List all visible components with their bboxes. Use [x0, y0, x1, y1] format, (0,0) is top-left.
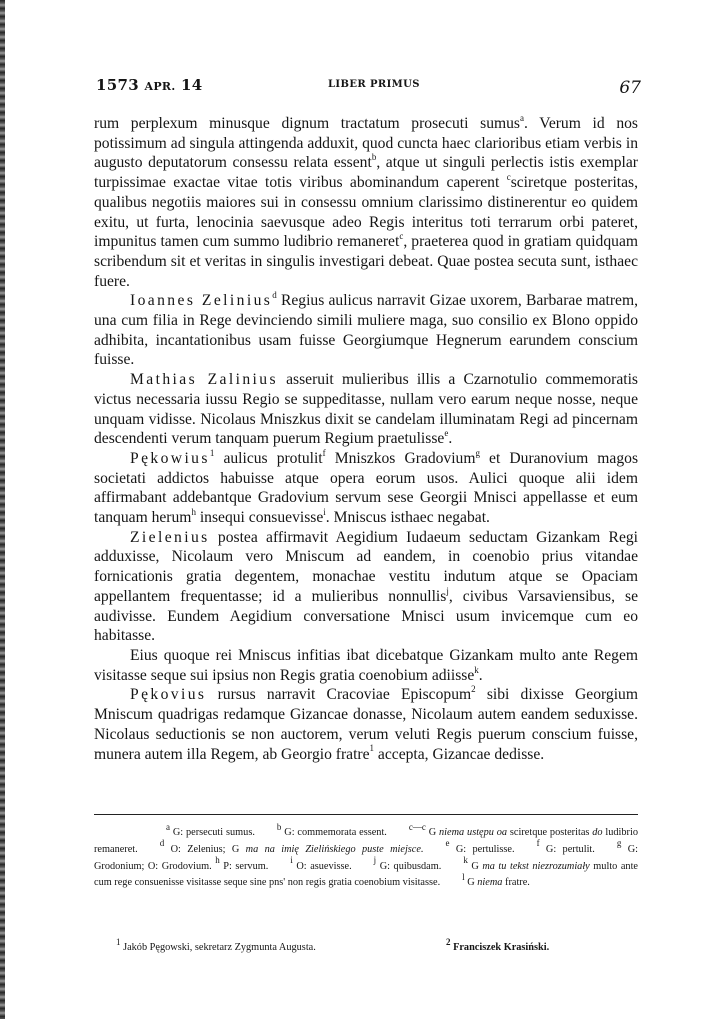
paragraph-7: Pękovius rursus narravit Cracoviae Episcopum$^2$ sibi dixisse Georgium Mniscum quadrigas redamque Gizancae donasse, Nicolaum autem eandem seduxisse. Nicolaus seductionis se non auctorem, verum veluti Regis puerum conscium fuisse, munera autem illa Regem, ab Georgio fratre$^1$ accepta, Gizancae dedisse.: [94, 684, 638, 763]
paragraph-5: Zielenius postea affirmavit Aegidium Iudaeum seductam Gizankam Regi adduxisse, Nicolaum vero Mniscum ad eandem, in coenobio prius vitandae fornicationis gratia degentem, monachae vestitu indutum atque se Opaciam appellantem frequentasse; id a mulieribus nonnullis$^j$, civibus Varsaviensibus, se audivisse. Eundem Aegidium conversatione Mnisci usum invicemque cum eo habitasse.: [94, 528, 638, 645]
header-month: APR.: [144, 80, 176, 93]
header-year: 1573: [96, 76, 139, 94]
speaker-name: Mathias Zalinius: [130, 371, 278, 389]
footnote-2: $^2$ Franciszek Krasiński.: [446, 936, 550, 953]
paragraph-2: Ioannes Zelinius$^d$ Regius aulicus narravit Gizae uxorem, Barbarae matrem, una cum filia in Rege devinciendo simili muliere maga, suo consilio ex Blono oppido adhibita, incantationibus usam fuisse Georgiumque Hegnerum earundem conscium fuisse.: [94, 290, 638, 369]
notes-divider: [94, 814, 638, 815]
speaker-name: Pękovius: [130, 686, 207, 704]
running-title: LIBER PRIMUS: [328, 79, 420, 90]
paragraph-4: Pękowius$^1$ aulicus protulit$^f$ Mniszkos Gradovium$^g$ et Duranovium magos societati addictos habuisse atque opera eorum usos. Aulici quoque alii idem affirmabant addebantque Gradovium servum sese Georgii Mnisci appellasse et eum tanquam herum$^h$ insequi consuevisse$^i$. Mniscus isthaec negabat.: [94, 447, 639, 527]
speaker-name: Ioannes Zelinius: [130, 292, 273, 310]
main-text: [94, 114, 638, 764]
footnotes: [116, 936, 640, 953]
paragraph-6: Eius quoque rei Mniscus infitias ibat dicebatque Gizankam multo ante Regem visitasse seque sui ipsius non Regis gratia coenobium adiisse$^k$.: [94, 646, 638, 684]
apparatus-notes: $^a$ G: persecuti sumus.$^b$ G: commemorata essent.$^{c—c}$ G niema ustępu oa sciretque posteritas do ludibrio remaneret.$^d$ O: Zelenius; G ma na imię Zielińskiego puste miejsce.$^e$ G: pertulisse.$^f$ G: pertulit.$^g$ G: Grodonium; O: Grodovium. $^h$ P: servum.$^i$ O: asuevisse.$^j$ G: quibusdam.$^k$ G ma tu tekst niezrozumiały multo ante cum rege consuenisse visitasse seque sine pns' non regis gratia coenobium visitasse.$^l$ G niema fratre.: [94, 821, 639, 889]
paragraph-3: Mathias Zalinius asseruit mulieribus illis a Czarnotulio commemoratis victus necessaria iussu Regio se suppeditasse, nullam vero earum neque nosse, neque unquam vidisse. Nicolaus Mniszkus dixit se candelam illuminatam Regi ad pincernam descendenti verum tanquam puerum Regium praetulisse$^e$.: [94, 371, 638, 448]
header-date: [96, 76, 202, 94]
header-day: 14: [181, 76, 203, 94]
page-number: 67: [619, 78, 641, 98]
critical-apparatus: [94, 821, 639, 892]
paragraph-1: rum perplexum minusque dignum tractatum prosecuti sumus$^a$. Verum id nos potissimum ad singula attingenda adduxit, quod cuncta haec clarioribus etiam verbis in augusto deputatorum consessu relata essent$^b$, atque ut singuli perlectis istis exemplar turpissimae exactae vitae totis viribus abominandum caperent $^c$sciretque posteritas, qualibus negotiis maiores sui in consessu omnium clarissimo distinerentur eo quidem exitu, ut furta, lenocinia saevusque adeo Regis interitus toti terrarum orbi pateret, impunitus tamen cum summo ludibrio remaneret$^c$, praeterea quod in gratiam quidquam scribendum sit et veritas in singulis investigari debeat. Quae postea secuta sunt, isthaec fuere.: [94, 112, 638, 290]
speaker-name: Pękowius: [130, 449, 210, 467]
scan-edge: [0, 0, 5, 1019]
speaker-name: Zielenius: [130, 528, 210, 546]
footnote-1: $^1$ Jakób Pęgowski, sekretarz Zygmunta Augusta.: [116, 936, 316, 953]
page-header: [96, 76, 641, 100]
